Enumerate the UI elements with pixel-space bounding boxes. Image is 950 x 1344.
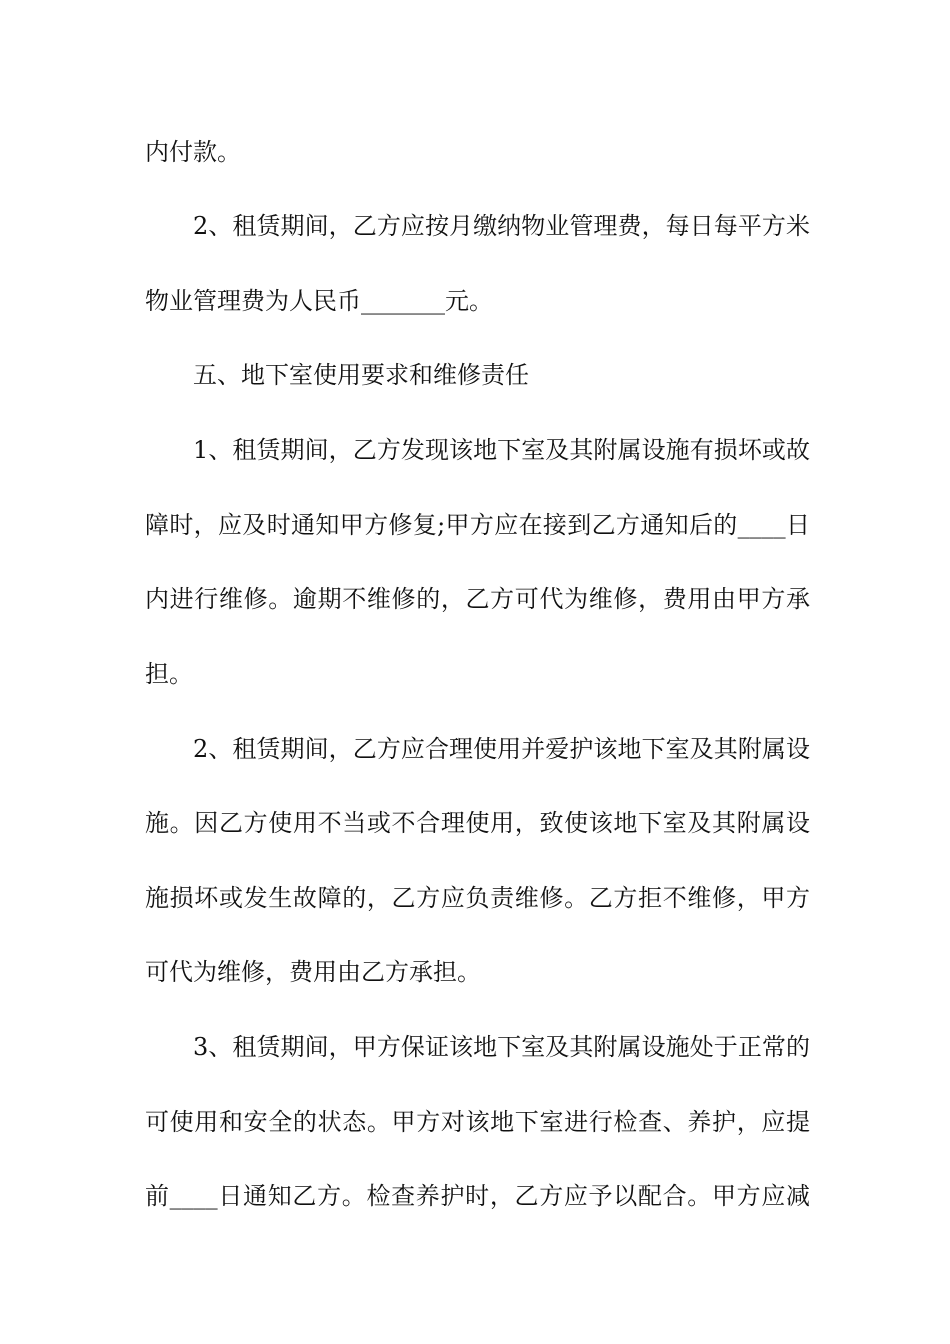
- text-line: 施损坏或发生故障的，乙方应负责维修。乙方拒不维修，甲方: [145, 884, 810, 912]
- text-line: 施。因乙方使用不当或不合理使用，致使该地下室及其附属设: [145, 809, 810, 837]
- text-line: 内付款。: [145, 138, 241, 166]
- text-line: 障时，应及时通知甲方修复;甲方应在接到乙方通知后的____日: [145, 511, 810, 539]
- text-line: 可使用和安全的状态。甲方对该地下室进行检查、养护，应提: [145, 1108, 810, 1136]
- text-line: 前____日通知乙方。检查养护时，乙方应予以配合。甲方应减: [145, 1182, 810, 1210]
- section-heading: 五、地下室使用要求和维修责任: [193, 361, 529, 389]
- text-line: 3、租赁期间，甲方保证该地下室及其附属设施处于正常的: [193, 1033, 810, 1061]
- text-line: 可代为维修，费用由乙方承担。: [145, 958, 481, 986]
- text-line: 物业管理费为人民币_______元。: [145, 287, 493, 315]
- text-line: 2、租赁期间，乙方应按月缴纳物业管理费，每日每平方米: [193, 212, 810, 240]
- text-line: 担。: [145, 660, 193, 688]
- text-line: 1、租赁期间，乙方发现该地下室及其附属设施有损坏或故: [193, 436, 810, 464]
- text-line: 内进行维修。逾期不维修的，乙方可代为维修，费用由甲方承: [145, 585, 810, 613]
- text-line: 2、租赁期间，乙方应合理使用并爱护该地下室及其附属设: [193, 735, 810, 763]
